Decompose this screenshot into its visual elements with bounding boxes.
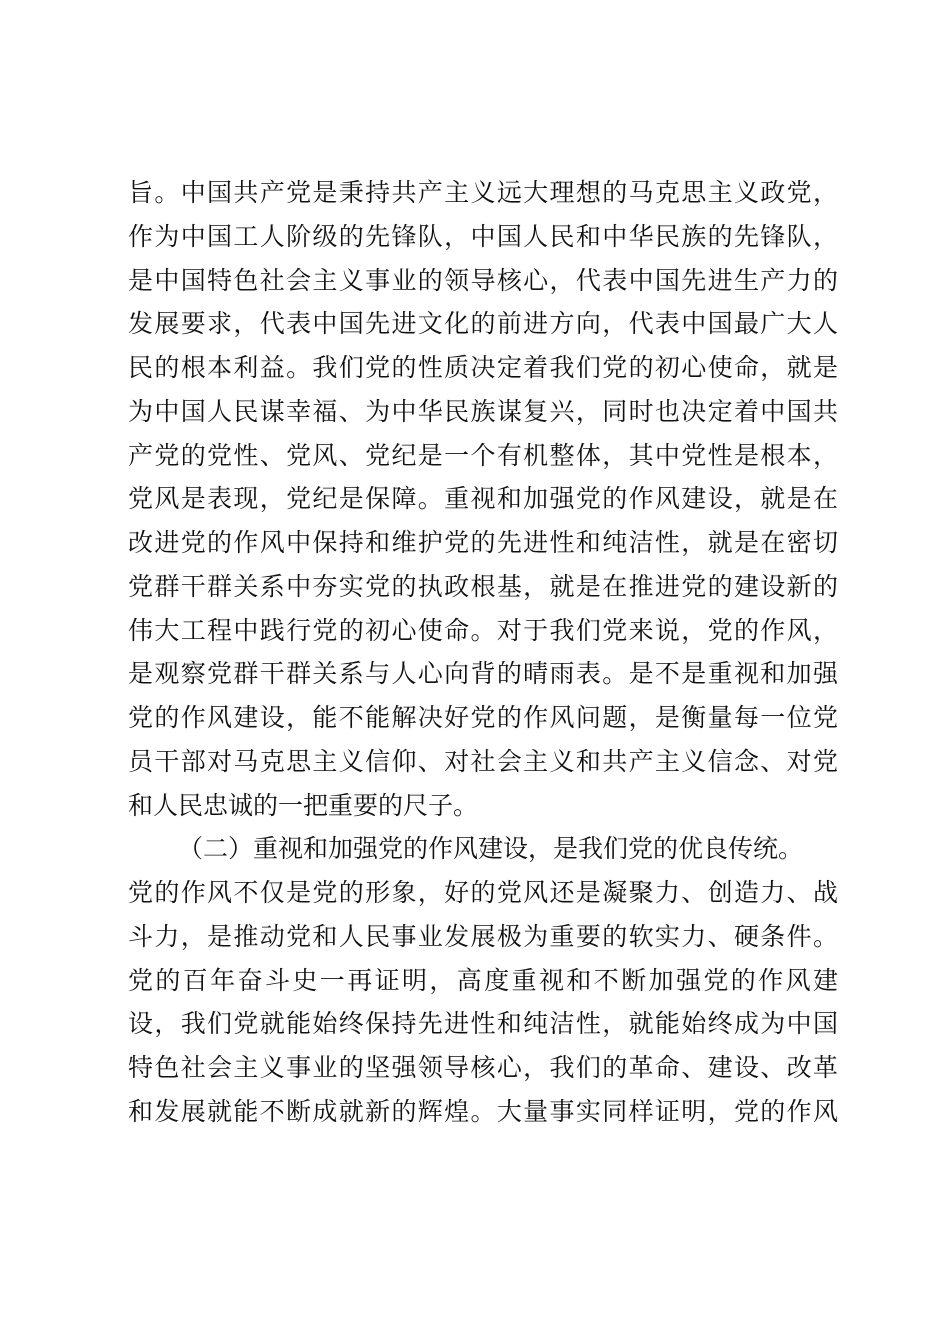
- text-line: 设，我们党就能始终保持先进性和纯洁性，就能始终成为中国: [128, 1009, 838, 1039]
- text-line: 民的根本利益。我们党的性质决定着我们党的初心使命，就是: [128, 353, 838, 382]
- text-line: 发展要求，代表中国先进文化的前进方向，代表中国最广大人: [128, 309, 838, 339]
- text-line: 党的作风建设，能不能解决好党的作风问题，是衡量每一位党: [128, 703, 838, 732]
- section-heading-line: （二）重视和加强党的作风建设，是我们党的优良传统。: [178, 834, 804, 864]
- text-line: 改进党的作风中保持和维护党的先进性和纯洁性，就是在密切: [128, 528, 838, 557]
- text-line: 伟大工程中践行党的初心使命。对于我们党来说，党的作风，: [128, 615, 838, 645]
- text-line: 和人民忠诚的一把重要的尺子。: [128, 790, 479, 820]
- text-line: 和发展就能不断成就新的辉煌。大量事实同样证明，党的作风: [128, 1096, 838, 1126]
- text-line: 是中国特色社会主义事业的领导核心，代表中国先进生产力的: [128, 265, 838, 295]
- text-line: 是观察党群干群关系与人心向背的晴雨表。是不是重视和加强: [128, 659, 838, 689]
- text-line: 党的百年奋斗史一再证明，高度重视和不断加强党的作风建: [128, 965, 838, 995]
- text-line: 党的作风不仅是党的形象，好的党风还是凝聚力、创造力、战: [128, 878, 838, 907]
- text-line: 斗力，是推动党和人民事业发展极为重要的软实力、硬条件。: [128, 921, 838, 951]
- text-line: 作为中国工人阶级的先锋队，中国人民和中华民族的先锋队，: [128, 221, 838, 251]
- text-line: 旨。中国共产党是秉持共产主义远大理想的马克思主义政党，: [128, 178, 838, 207]
- text-line: 特色社会主义事业的坚强领导核心，我们的革命、建设、改革: [128, 1053, 838, 1082]
- text-line: 党群干群关系中夯实党的执政根基，就是在推进党的建设新的: [128, 571, 838, 601]
- text-line: 产党的党性、党风、党纪是一个有机整体，其中党性是根本，: [128, 440, 838, 470]
- text-line: 员干部对马克思主义信仰、对社会主义和共产主义信念、对党: [128, 746, 838, 776]
- document-body-text: [128, 171, 838, 1134]
- text-line: 为中国人民谋幸福、为中华民族谋复兴，同时也决定着中国共: [128, 396, 838, 426]
- text-line: 党风是表现，党纪是保障。重视和加强党的作风建设，就是在: [128, 484, 838, 514]
